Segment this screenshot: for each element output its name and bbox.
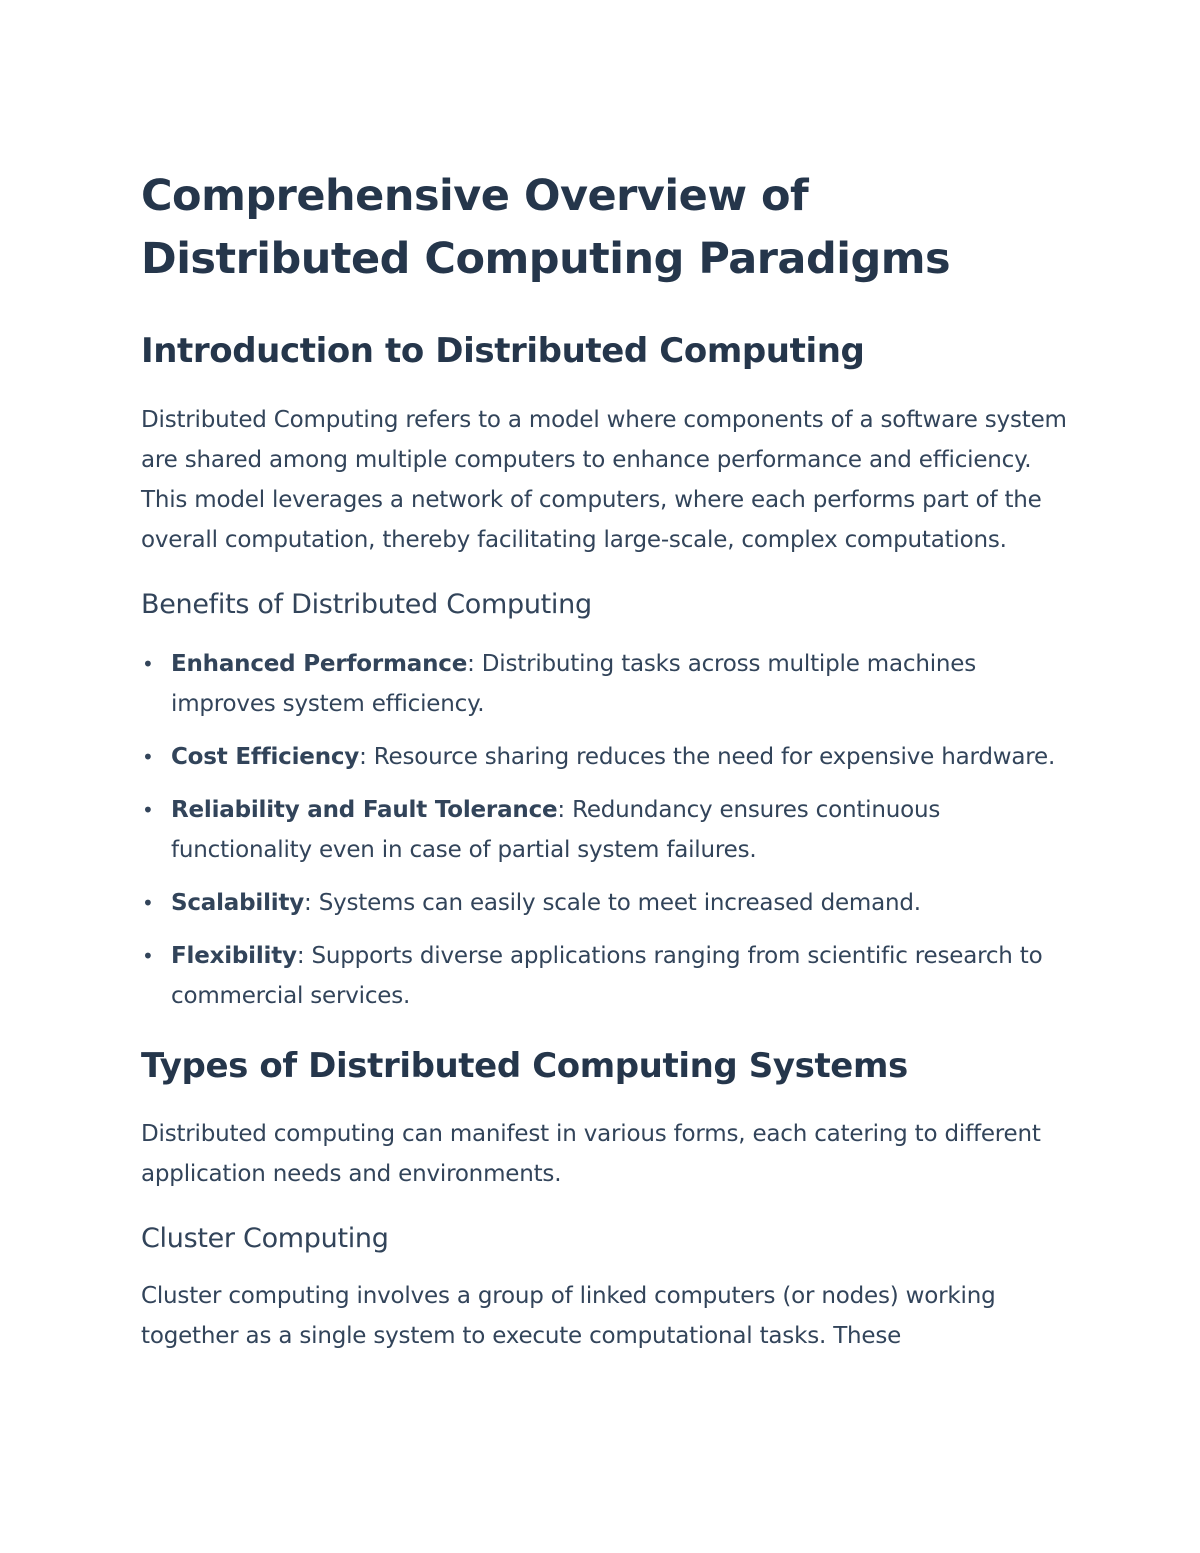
types-heading: Types of Distributed Computing Systems xyxy=(141,1046,908,1086)
benefit-description: : Systems can easily scale to meet increased demand. xyxy=(304,890,921,916)
benefit-item-scalability xyxy=(141,883,1076,923)
benefits-heading: Benefits of Distributed Computing xyxy=(141,589,592,620)
benefit-item-flexibility xyxy=(141,936,1076,1016)
types-paragraph: Distributed computing can manifest in various forms, each catering to different application needs and environments. xyxy=(141,1121,1041,1187)
intro-heading: Introduction to Distributed Computing xyxy=(141,331,865,371)
intro-paragraph: Distributed Computing refers to a model where components of a software system are shared among multiple computers to enhance performance and efficiency. This model leverages a network of computers, where each performs part of the overall computation, thereby facilitating large-scale, complex computations. xyxy=(141,407,1067,553)
benefit-term: Scalability xyxy=(171,890,305,916)
bullet-icon: • xyxy=(142,745,154,769)
benefit-item-performance xyxy=(141,644,1076,724)
benefit-item-reliability xyxy=(141,790,1076,870)
bullet-icon: • xyxy=(142,891,154,915)
cluster-heading: Cluster Computing xyxy=(141,1223,389,1254)
benefit-term: Reliability and Fault Tolerance xyxy=(171,797,558,823)
document-title-line-2: Distributed Computing Paradigms xyxy=(141,234,951,284)
bullet-icon: • xyxy=(142,798,154,822)
bullet-icon: • xyxy=(142,652,154,676)
document-title-line-1: Comprehensive Overview of xyxy=(141,171,809,221)
benefit-item-cost xyxy=(141,737,1076,777)
benefit-term: Flexibility xyxy=(171,943,297,969)
benefit-term: Cost Efficiency xyxy=(171,744,360,770)
bullet-icon: • xyxy=(142,944,154,968)
cluster-paragraph: Cluster computing involves a group of linked computers (or nodes) working together as a single system to execute computational tasks. These xyxy=(141,1283,996,1349)
benefits-list xyxy=(141,644,1076,1016)
benefit-description: : Resource sharing reduces the need for expensive hardware. xyxy=(359,744,1056,770)
document-title xyxy=(141,165,1076,291)
document-page xyxy=(141,165,1076,1356)
benefit-description: : Supports diverse applications ranging from scientific research to commercial services. xyxy=(171,943,1043,1009)
benefit-description: : Distributing tasks across multiple machines improves system efficiency. xyxy=(171,651,976,717)
benefit-description: : Redundancy ensures continuous functionality even in case of partial system failures. xyxy=(171,797,941,863)
benefit-term: Enhanced Performance xyxy=(171,651,468,677)
